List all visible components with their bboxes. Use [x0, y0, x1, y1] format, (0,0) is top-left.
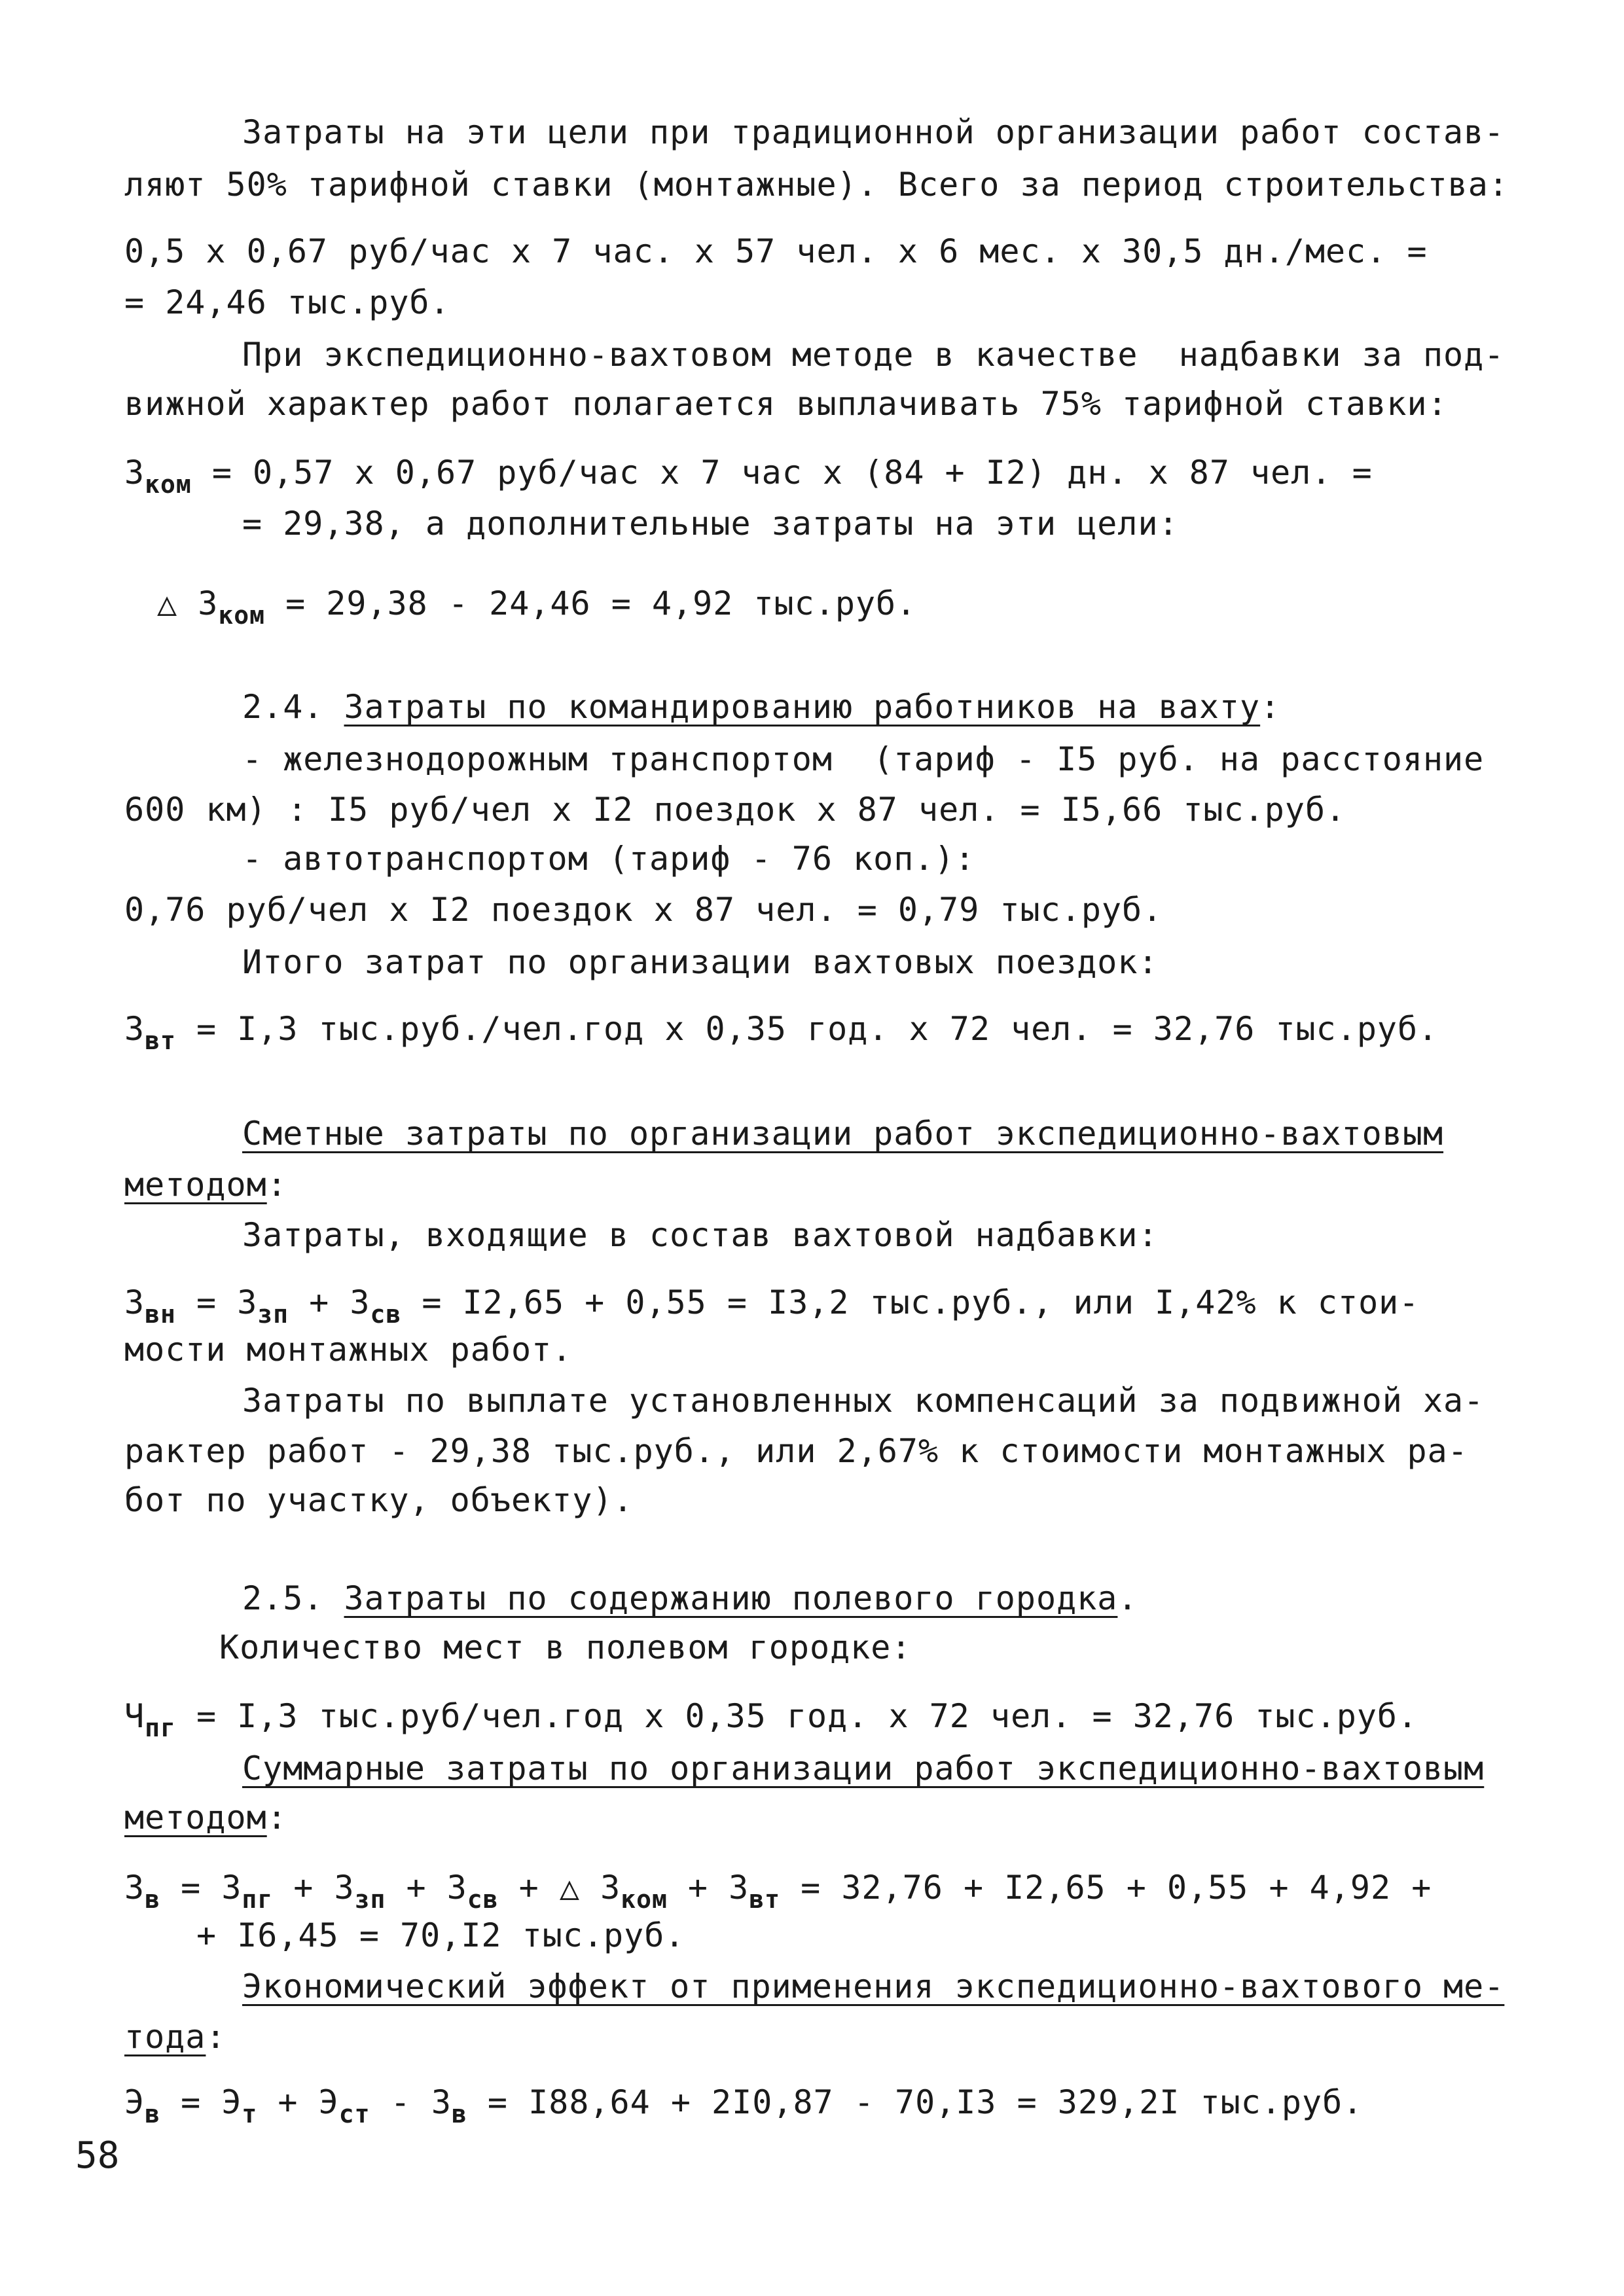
rail-line-1: - железнодорожным транспортом (тариф - I5 руб. на расстояние: [242, 740, 1485, 778]
places-label: Количество мест в полевом городке:: [219, 1628, 912, 1666]
expedition-line-2: вижной характер работ полагается выплачивать 75% тарифной ставки:: [124, 385, 1448, 423]
section-2-5-title: Затраты по содержанию полевого городка: [344, 1579, 1118, 1617]
section-2-4-number: 2.4.: [242, 688, 344, 726]
chpg-expression: = I,3 тыс.руб/чел.год x 0,35 год. x 72 чел. = 32,76 тыс.руб.: [175, 1697, 1418, 1735]
zvn-expression: = I2,65 + 0,55 = I3,2 тыс.руб., или I,42% к стои-: [401, 1283, 1420, 1321]
chpg-symbol: Ч: [124, 1697, 145, 1735]
t-kom-symbol: З: [600, 1869, 621, 1907]
total-plus-delta: + △: [498, 1869, 601, 1907]
zvn-formula: [124, 1282, 1419, 1335]
estimate-title-colon: :: [266, 1166, 287, 1204]
total-equals: =: [160, 1869, 222, 1907]
t-vt-symbol: З: [729, 1869, 749, 1907]
zvn-subscript: вн: [145, 1300, 176, 1329]
zvt-symbol: З: [124, 1010, 145, 1048]
zv-subscript: в: [145, 1885, 160, 1914]
zvt-formula: [124, 1008, 1438, 1062]
section-2-4-title: Затраты по командированию работников на вахту: [344, 688, 1261, 726]
zzp-symbol: З: [237, 1283, 258, 1321]
est-symbol: Э: [318, 2083, 339, 2121]
zsv-symbol: З: [350, 1283, 370, 1321]
t-sv-symbol: З: [446, 1869, 467, 1907]
estimate-title-line-2: [124, 1164, 287, 1206]
zvn-plus: +: [289, 1283, 350, 1321]
zvt-subscript: вт: [145, 1026, 176, 1055]
section-2-5-dot: .: [1117, 1579, 1138, 1617]
zkom-subscript: ком: [145, 470, 192, 499]
effect-title-line-1: Экономический эффект от применения экспедиционно-вахтового ме-: [242, 1967, 1505, 2005]
t-zp-subscript: зп: [354, 1885, 386, 1914]
zsv-subscript: св: [370, 1300, 402, 1329]
ev-symbol: Э: [124, 2083, 145, 2121]
effect-zv-subscript: в: [451, 2100, 467, 2128]
zzp-subscript: зп: [257, 1300, 289, 1329]
section-2-4-heading: [242, 686, 1280, 728]
effect-equals: =: [160, 2083, 222, 2121]
estimate-title-line-1: Сметные затраты по организации работ экспедиционно-вахтовым: [242, 1115, 1444, 1153]
total-expression: = 32,76 + I2,65 + 0,55 + 4,92 +: [780, 1869, 1432, 1907]
effect-title-word: тода: [124, 2018, 206, 2056]
page-number: 58: [75, 2134, 120, 2177]
t-kom-subscript: ком: [621, 1885, 668, 1914]
total-plus-4: +: [667, 1869, 729, 1907]
total-plus-1: +: [273, 1869, 334, 1907]
zvn-equals: =: [175, 1283, 238, 1321]
chpg-formula: [124, 1695, 1418, 1749]
et-subscript: т: [242, 2100, 258, 2128]
expedition-line-1: При экспедиционно-вахтовом методе в качестве надбавки за под-: [242, 336, 1505, 374]
zkom-formula: [124, 452, 1373, 505]
total-title-line-2: [124, 1797, 287, 1839]
delta-zkom-expression: = 29,38 - 24,46 = 4,92 тыс.руб.: [264, 584, 917, 622]
effect-title-colon: :: [206, 2018, 226, 2056]
total-plus-2: +: [386, 1869, 447, 1907]
zv-symbol: З: [124, 1869, 145, 1907]
chpg-subscript: пг: [145, 1713, 176, 1742]
auto-line-1: - автотранспортом (тариф - 76 коп.):: [242, 840, 975, 878]
section-2-5-number: 2.5.: [242, 1579, 344, 1617]
zvn-line-2: мости монтажных работ.: [124, 1331, 573, 1369]
effect-zv-symbol: З: [431, 2083, 452, 2121]
zvt-expression: = I,3 тыс.руб./чел.год x 0,35 год. x 72 чел. = 32,76 тыс.руб.: [175, 1010, 1439, 1048]
effect-title-line-2: [124, 2016, 226, 2058]
calc1-line-1: 0,5 x 0,67 руб/час x 7 час. x 57 чел. x 6 мес. x 30,5 дн./мес. =: [124, 232, 1428, 270]
intro-line-1: Затраты на эти цели при традиционной организации работ состав-: [242, 113, 1505, 151]
effect-expression: = I88,64 + 2I0,87 - 70,I3 = 329,2I тыс.руб.: [467, 2083, 1363, 2121]
intro-line-2: ляют 50% тарифной ставки (монтажные). Всего за период строительства:: [124, 166, 1509, 204]
compensation-line-2: рактер работ - 29,38 тыс.руб., или 2,67% к стоимости монтажных ра-: [124, 1432, 1468, 1470]
zkom-line-2: = 29,38, а дополнительные затраты на эти цели:: [242, 505, 1179, 543]
estimate-title-word: методом: [124, 1166, 267, 1204]
delta-icon: △: [157, 584, 178, 622]
t-sv-subscript: св: [467, 1885, 499, 1914]
total-title-word: методом: [124, 1799, 267, 1837]
t-zp-symbol: З: [334, 1869, 355, 1907]
rail-line-2: 600 км) : I5 руб/чел x I2 поездок x 87 чел. = I5,66 тыс.руб.: [124, 791, 1346, 829]
zkom-symbol: З: [124, 454, 145, 492]
calc1-line-2: = 24,46 тыс.руб.: [124, 283, 450, 321]
effect-formula: [124, 2081, 1363, 2135]
ev-subscript: в: [145, 2100, 160, 2128]
zvn-symbol: З: [124, 1283, 145, 1321]
delta-zkom-symbol: З: [198, 584, 219, 622]
effect-minus: -: [370, 2083, 431, 2121]
et-symbol: Э: [221, 2083, 242, 2121]
zkom-expression: = 0,57 x 0,67 руб/час x 7 час x (84 + I2) дн. x 87 чел. =: [191, 454, 1373, 492]
effect-plus: +: [257, 2083, 319, 2121]
total-title-colon: :: [266, 1799, 287, 1837]
auto-line-2: 0,76 руб/чел x I2 поездок x 87 чел. = 0,79 тыс.руб.: [124, 891, 1163, 929]
compensation-line-1: Затраты по выплате установленных компенсаций за подвижной ха-: [242, 1382, 1485, 1420]
trips-total-label: Итого затрат по организации вахтовых поездок:: [242, 943, 1159, 981]
included-label: Затраты, входящие в состав вахтовой надбавки:: [242, 1216, 1159, 1254]
delta-zkom-formula: [157, 583, 916, 636]
t-vt-subscript: вт: [749, 1885, 781, 1914]
total-formula: [124, 1867, 1432, 1920]
total-line-2: + I6,45 = 70,I2 тыс.руб.: [196, 1916, 685, 1954]
t-pg-subscript: пг: [242, 1885, 274, 1914]
t-pg-symbol: З: [221, 1869, 242, 1907]
delta-zkom-subscript: ком: [218, 601, 265, 630]
section-2-4-colon: :: [1260, 688, 1281, 726]
total-title-line-1: Суммарные затраты по организации работ экспедиционно-вахтовым: [242, 1749, 1485, 1787]
est-subscript: ст: [338, 2100, 370, 2128]
section-2-5-heading: [242, 1577, 1138, 1619]
compensation-line-3: бот по участку, объекту).: [124, 1481, 634, 1519]
